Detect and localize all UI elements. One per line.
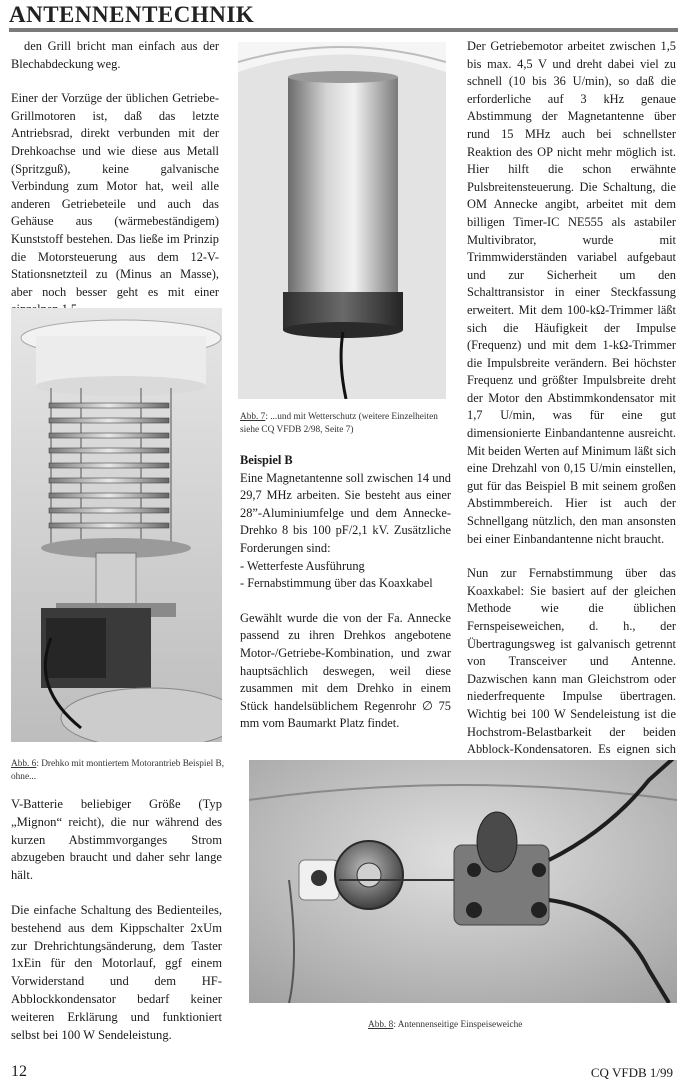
section-title: ANTENNENTECHNIK bbox=[9, 2, 255, 27]
drehko-motor-illustration bbox=[11, 308, 222, 742]
paragraph: den Grill bricht man einfach aus der Blechabdeckung weg. bbox=[11, 39, 219, 71]
journal-reference: CQ VFDB 1/99 bbox=[590, 1065, 673, 1080]
column-1-lower bbox=[11, 796, 222, 1044]
column-1-upper bbox=[11, 38, 219, 319]
caption-text: : ...und mit Wetterschutz (weitere Einzelheiten siehe CQ VFDB 2/98, Seite 7) bbox=[240, 412, 438, 435]
section-heading: Beispiel B bbox=[240, 453, 293, 467]
figure-label: Abb. 6 bbox=[11, 759, 37, 769]
column-2 bbox=[240, 452, 451, 733]
paragraph: Eine Magnetantenne soll zwischen 14 und 29,7 MHz arbeiten. Sie besteht aus einer 28”-Aluminiumfelge und dem Annecke-Drehko 8 bis 100 pF/2,1 kV. Zusätzliche Forderungen sind: bbox=[240, 470, 451, 555]
caption-text: : Antennenseitige Einspeiseweiche bbox=[393, 1020, 523, 1030]
figure-7-caption bbox=[240, 411, 452, 436]
feed-network-illustration bbox=[249, 760, 677, 1003]
paragraph: Nun zur Fernabstimmung über das Koaxkabel: Sie basiert auf der gleichen Methode wie die üblichen Fernspeiseweichen, d. h., der Übertragungsweg ist galvanisch getrennt von Transceiver und Antenne. Dazwischen kann man Gleichstrom oder niederfrequente Impulse übertragen. Wichtig bei 100 W Sendeleistung ist die Hochstrom-Belastbarkeit der beiden Abblock-Kondensatoren. Es eignen sich bbox=[467, 566, 676, 757]
figure-6-caption bbox=[11, 758, 226, 783]
paragraph: Gewählt wurde die von der Fa. Annecke passend zu ihren Drehkos angebotene Motor-/Getriebe-Kombination, und zwar hauptsächlich deswegen, weil diese zusammen mit dem Drehko in einem Stück handelsüblichem Regenrohr ∅ 75 mm vom Baumarkt Platz findet. bbox=[240, 610, 451, 731]
header-rule bbox=[9, 28, 678, 32]
paragraph: Einer der Vorzüge der üblichen Getriebe-Grillmotoren ist, daß das letzte Antriebsrad, direkt verbunden mit der Drehkoachse und wie diese aus Metall (Spritzguß), keine galvanische Verbindung zum Motor hat, weil alle anderen Getriebeteile und auch das Gehäuse aus (wärmebeständigem) Kunststoff bestehen. Das ließe im Prinzip die Motorsteuerung aus dem 12-V-Stationsnetzteil zu (Minus an Masse), aber noch besser geht es mit einer bbox=[11, 91, 219, 299]
paragraph: Die einfache Schaltung des Bedienteiles, bestehend aus dem Kippschalter 2xUm zur Drehrichtungsänderung, dem Taster 1xEin für den Motorlauf, ggf einem Vorwiderstand und dem HF-Abblockkondensator bedarf keiner weiteren Erklärung und funktioniert selbst bei 100 W Sendeleistung. bbox=[11, 902, 222, 1042]
paragraph: V-Batterie beliebiger Größe (Typ „Mignon“ reicht), die nur während des kurzen Abstimmvorganges Strom abzugeben braucht und daher sehr lange hält. bbox=[11, 797, 222, 883]
page-number: 12 bbox=[11, 1063, 27, 1080]
paragraph: Der Getriebemotor arbeitet zwischen 1,5 bis max. 4,5 V und dreht dabei viel zu schnell (10 bis 36 U/min), so daß die erforderliche auf 3 kHz genaue Abstimmung der Magnetantenne über rund 15 MHz auch bei schnellster Reaktion des OP nicht mehr möglich ist. Hier hilft die schon erwähnte Pulsbreitensteuerung. Die Schaltung, die OM Annecke angibt, arbeitet mit dem billigen Timer-IC NE555 als astabiler Multivibrator, wurde mit Trimmwiderständen variabel aufgebaut und zur Sicherheit um den Schalttransistor in einer Steckfassung erweitert. Mit dem 100-kΩ-Trimmer läßt sich die Häufigkeit der Impulse (Frequenz) und mit dem 1-kΩ-Trimmer die Impulsbreite verändern. Bei höchster Frequenz und größter Impulsbreite dreht der Motor den Abstimmkondensator mit 1,7 U/min, was für eine gut dimensionierte Einbandantenne ausreicht. Mit beiden Werten auf Minimum läßt sich eine Drehzahl von 0,15 U/min einstellen, gut für das Beispiel B mit seinem großen Abstimmbereich. Hier ist auch der Schnellgang nützlich, den man ansonsten bei einer Einbandantenne nicht braucht. bbox=[467, 39, 676, 546]
figure-label: Abb. 7 bbox=[240, 412, 266, 422]
caption-text: : Drehko mit montiertem Motorantrieb Beispiel B, ohne... bbox=[11, 759, 225, 782]
figure-8-photo bbox=[249, 760, 677, 1003]
list-item: - Fernabstimmung über das Koaxkabel bbox=[240, 576, 433, 591]
figure-label: Abb. 8 bbox=[368, 1020, 394, 1030]
figure-6-photo bbox=[11, 308, 222, 742]
figure-7-photo bbox=[238, 42, 446, 399]
column-3 bbox=[467, 38, 676, 776]
list-item: - Wetterfeste Ausführung bbox=[240, 558, 365, 573]
figure-8-caption bbox=[368, 1019, 628, 1032]
weatherproof-housing-illustration bbox=[238, 42, 446, 399]
